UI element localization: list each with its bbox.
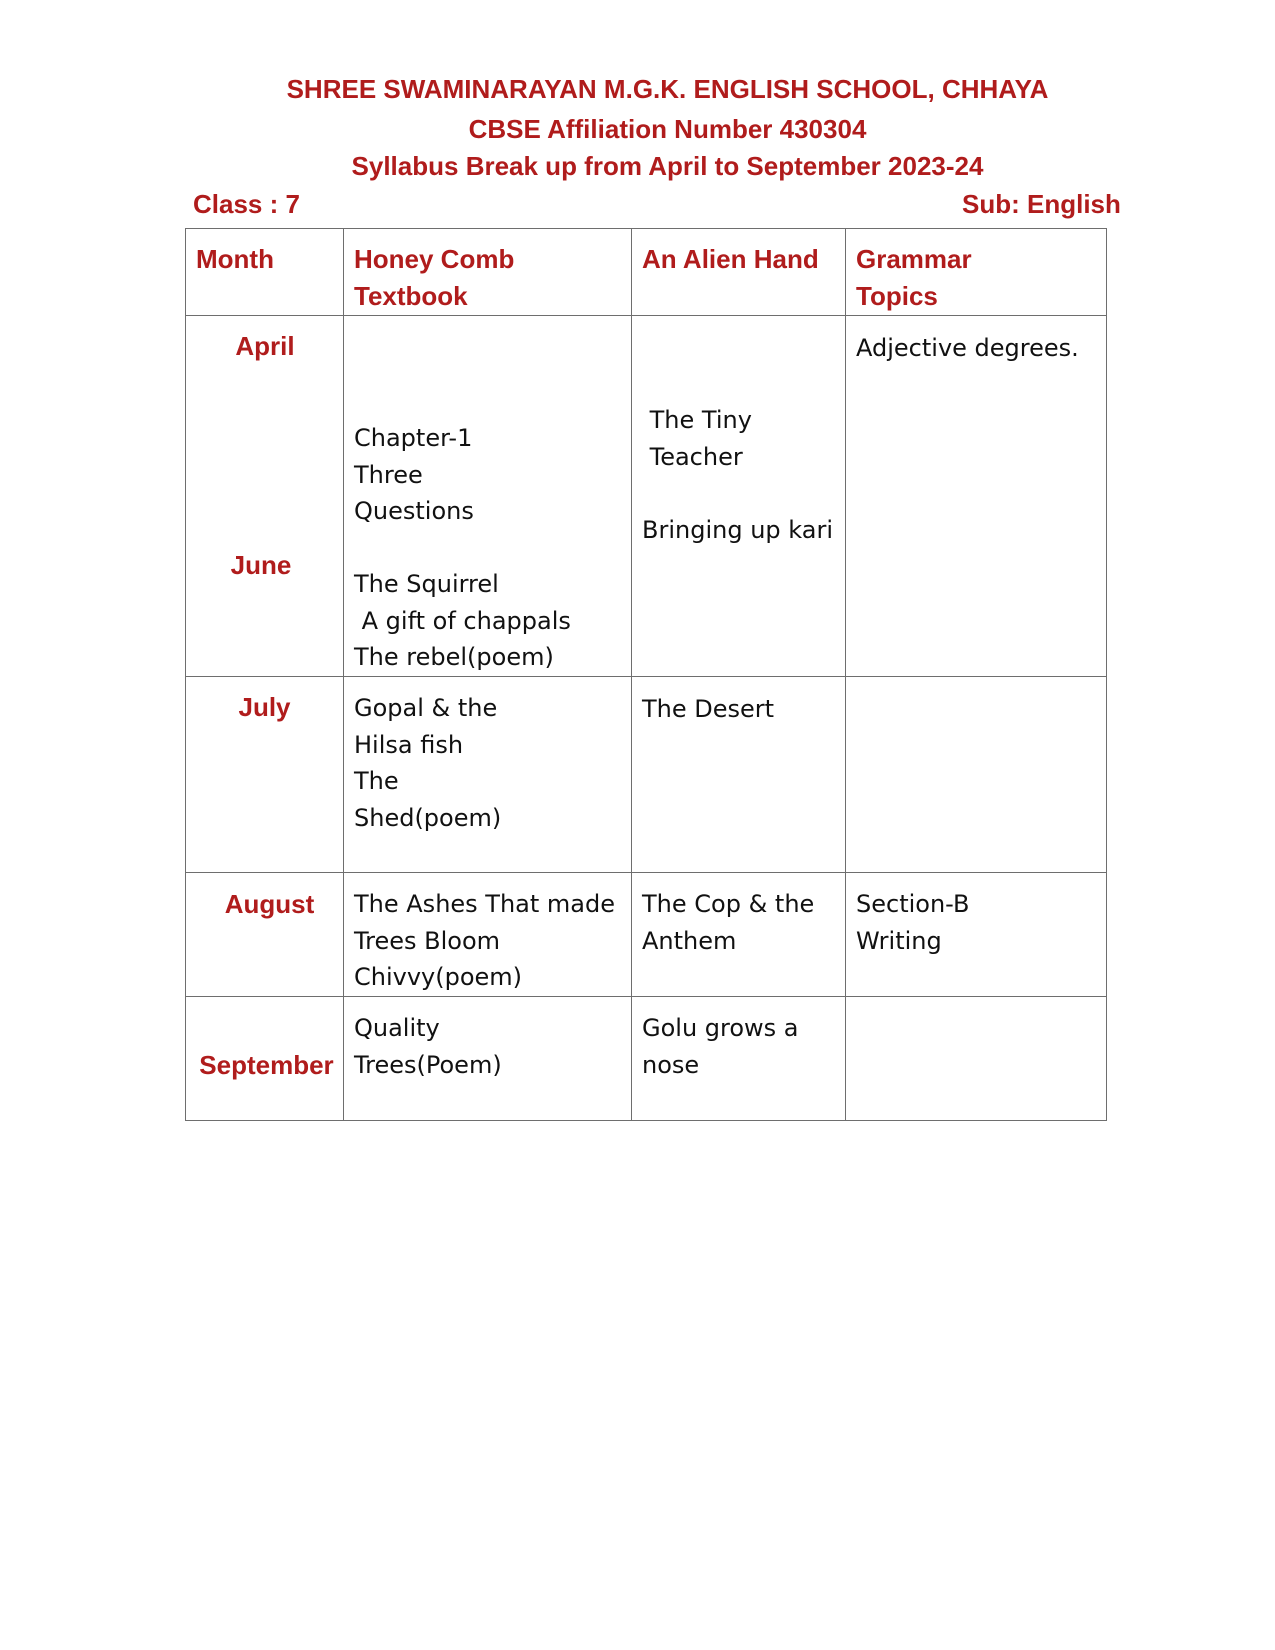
grammar-line: Section-B	[856, 890, 970, 918]
honeycomb-line: Shed(poem)	[354, 803, 502, 832]
grammar-cell	[846, 316, 1107, 677]
honeycomb-line: Trees(Poem)	[354, 1050, 502, 1079]
honeycomb-line: Chapter-1	[354, 424, 473, 452]
alien-hand-line: Anthem	[642, 926, 737, 955]
table-row	[186, 316, 1107, 677]
syllabus-title: Syllabus Break up from April to September 2023-24	[351, 151, 984, 181]
alien-hand-line: Teacher	[642, 442, 743, 471]
month-label-august: August	[224, 889, 315, 919]
alien-hand-cell	[632, 316, 846, 677]
alien-hand-line: The Cop & the	[642, 890, 815, 918]
honeycomb-line: The Squirrel	[354, 570, 499, 598]
honeycomb-line: The rebel(poem)	[354, 643, 554, 671]
month-label-september: September	[199, 1050, 334, 1080]
honeycomb-cell	[344, 873, 632, 997]
school-title: SHREE SWAMINARAYAN M.G.K. ENGLISH SCHOOL, CHHAYA	[286, 74, 1049, 104]
honeycomb-line: The	[354, 767, 399, 795]
table-row	[186, 677, 1107, 873]
month-cell	[186, 873, 344, 997]
month-cell	[186, 316, 344, 677]
honeycomb-line: Questions	[354, 497, 474, 525]
honeycomb-cell	[344, 997, 632, 1121]
honeycomb-line: Gopal & the	[354, 694, 498, 722]
column-header-line: Textbook	[354, 281, 468, 311]
affiliation-number: CBSE Affiliation Number 430304	[468, 114, 867, 144]
honeycomb-line	[354, 530, 631, 567]
honeycomb-line: Quality	[354, 1014, 440, 1042]
alien-hand-line	[642, 475, 845, 512]
honeycomb-cell	[344, 316, 632, 677]
honeycomb-line: Hilsa fish	[354, 730, 464, 759]
month-cell	[186, 997, 344, 1121]
honeycomb-line: A gift of chappals	[354, 606, 571, 635]
column-header-line: Topics	[856, 281, 938, 311]
column-header-line: Grammar	[856, 244, 972, 274]
alien-hand-line: nose	[642, 1050, 700, 1079]
alien-hand-line: The Desert	[642, 695, 775, 723]
column-header-month	[186, 229, 344, 316]
alien-hand-cell	[632, 997, 846, 1121]
month-label-july: July	[238, 692, 291, 722]
column-header-alien-hand	[632, 229, 846, 316]
month-label-april: April	[235, 331, 295, 361]
alien-hand-cell	[632, 873, 846, 997]
column-header-line: Honey Comb	[354, 244, 515, 274]
month-cell	[186, 677, 344, 873]
table-row	[186, 997, 1107, 1121]
grammar-line: Writing	[856, 926, 942, 955]
grammar-cell	[846, 677, 1107, 873]
honeycomb-line: Three	[354, 460, 423, 489]
alien-hand-line: Golu grows a	[642, 1014, 799, 1042]
alien-hand-line: The Tiny	[642, 406, 752, 434]
grammar-cell	[846, 873, 1107, 997]
class-label: Class : 7	[193, 189, 300, 219]
alien-hand-line: Bringing up kari	[642, 515, 833, 544]
column-header-honeycomb	[344, 229, 632, 316]
honeycomb-line: The Ashes That made	[354, 890, 615, 918]
grammar-line: Adjective degrees.	[856, 334, 1079, 362]
column-header-line: Month	[196, 244, 274, 274]
honeycomb-line: Chivvy(poem)	[354, 963, 523, 991]
subject-label: Sub: English	[962, 189, 1121, 219]
column-header-line: An Alien Hand	[642, 244, 819, 274]
month-label-june: June	[230, 550, 292, 580]
syllabus-table	[185, 228, 1107, 1121]
alien-hand-cell	[632, 677, 846, 873]
table-row	[186, 873, 1107, 997]
column-header-grammar	[846, 229, 1107, 316]
honeycomb-line: Trees Bloom	[354, 926, 501, 955]
table-header-row	[186, 229, 1107, 316]
honeycomb-cell	[344, 677, 632, 873]
grammar-cell	[846, 997, 1107, 1121]
